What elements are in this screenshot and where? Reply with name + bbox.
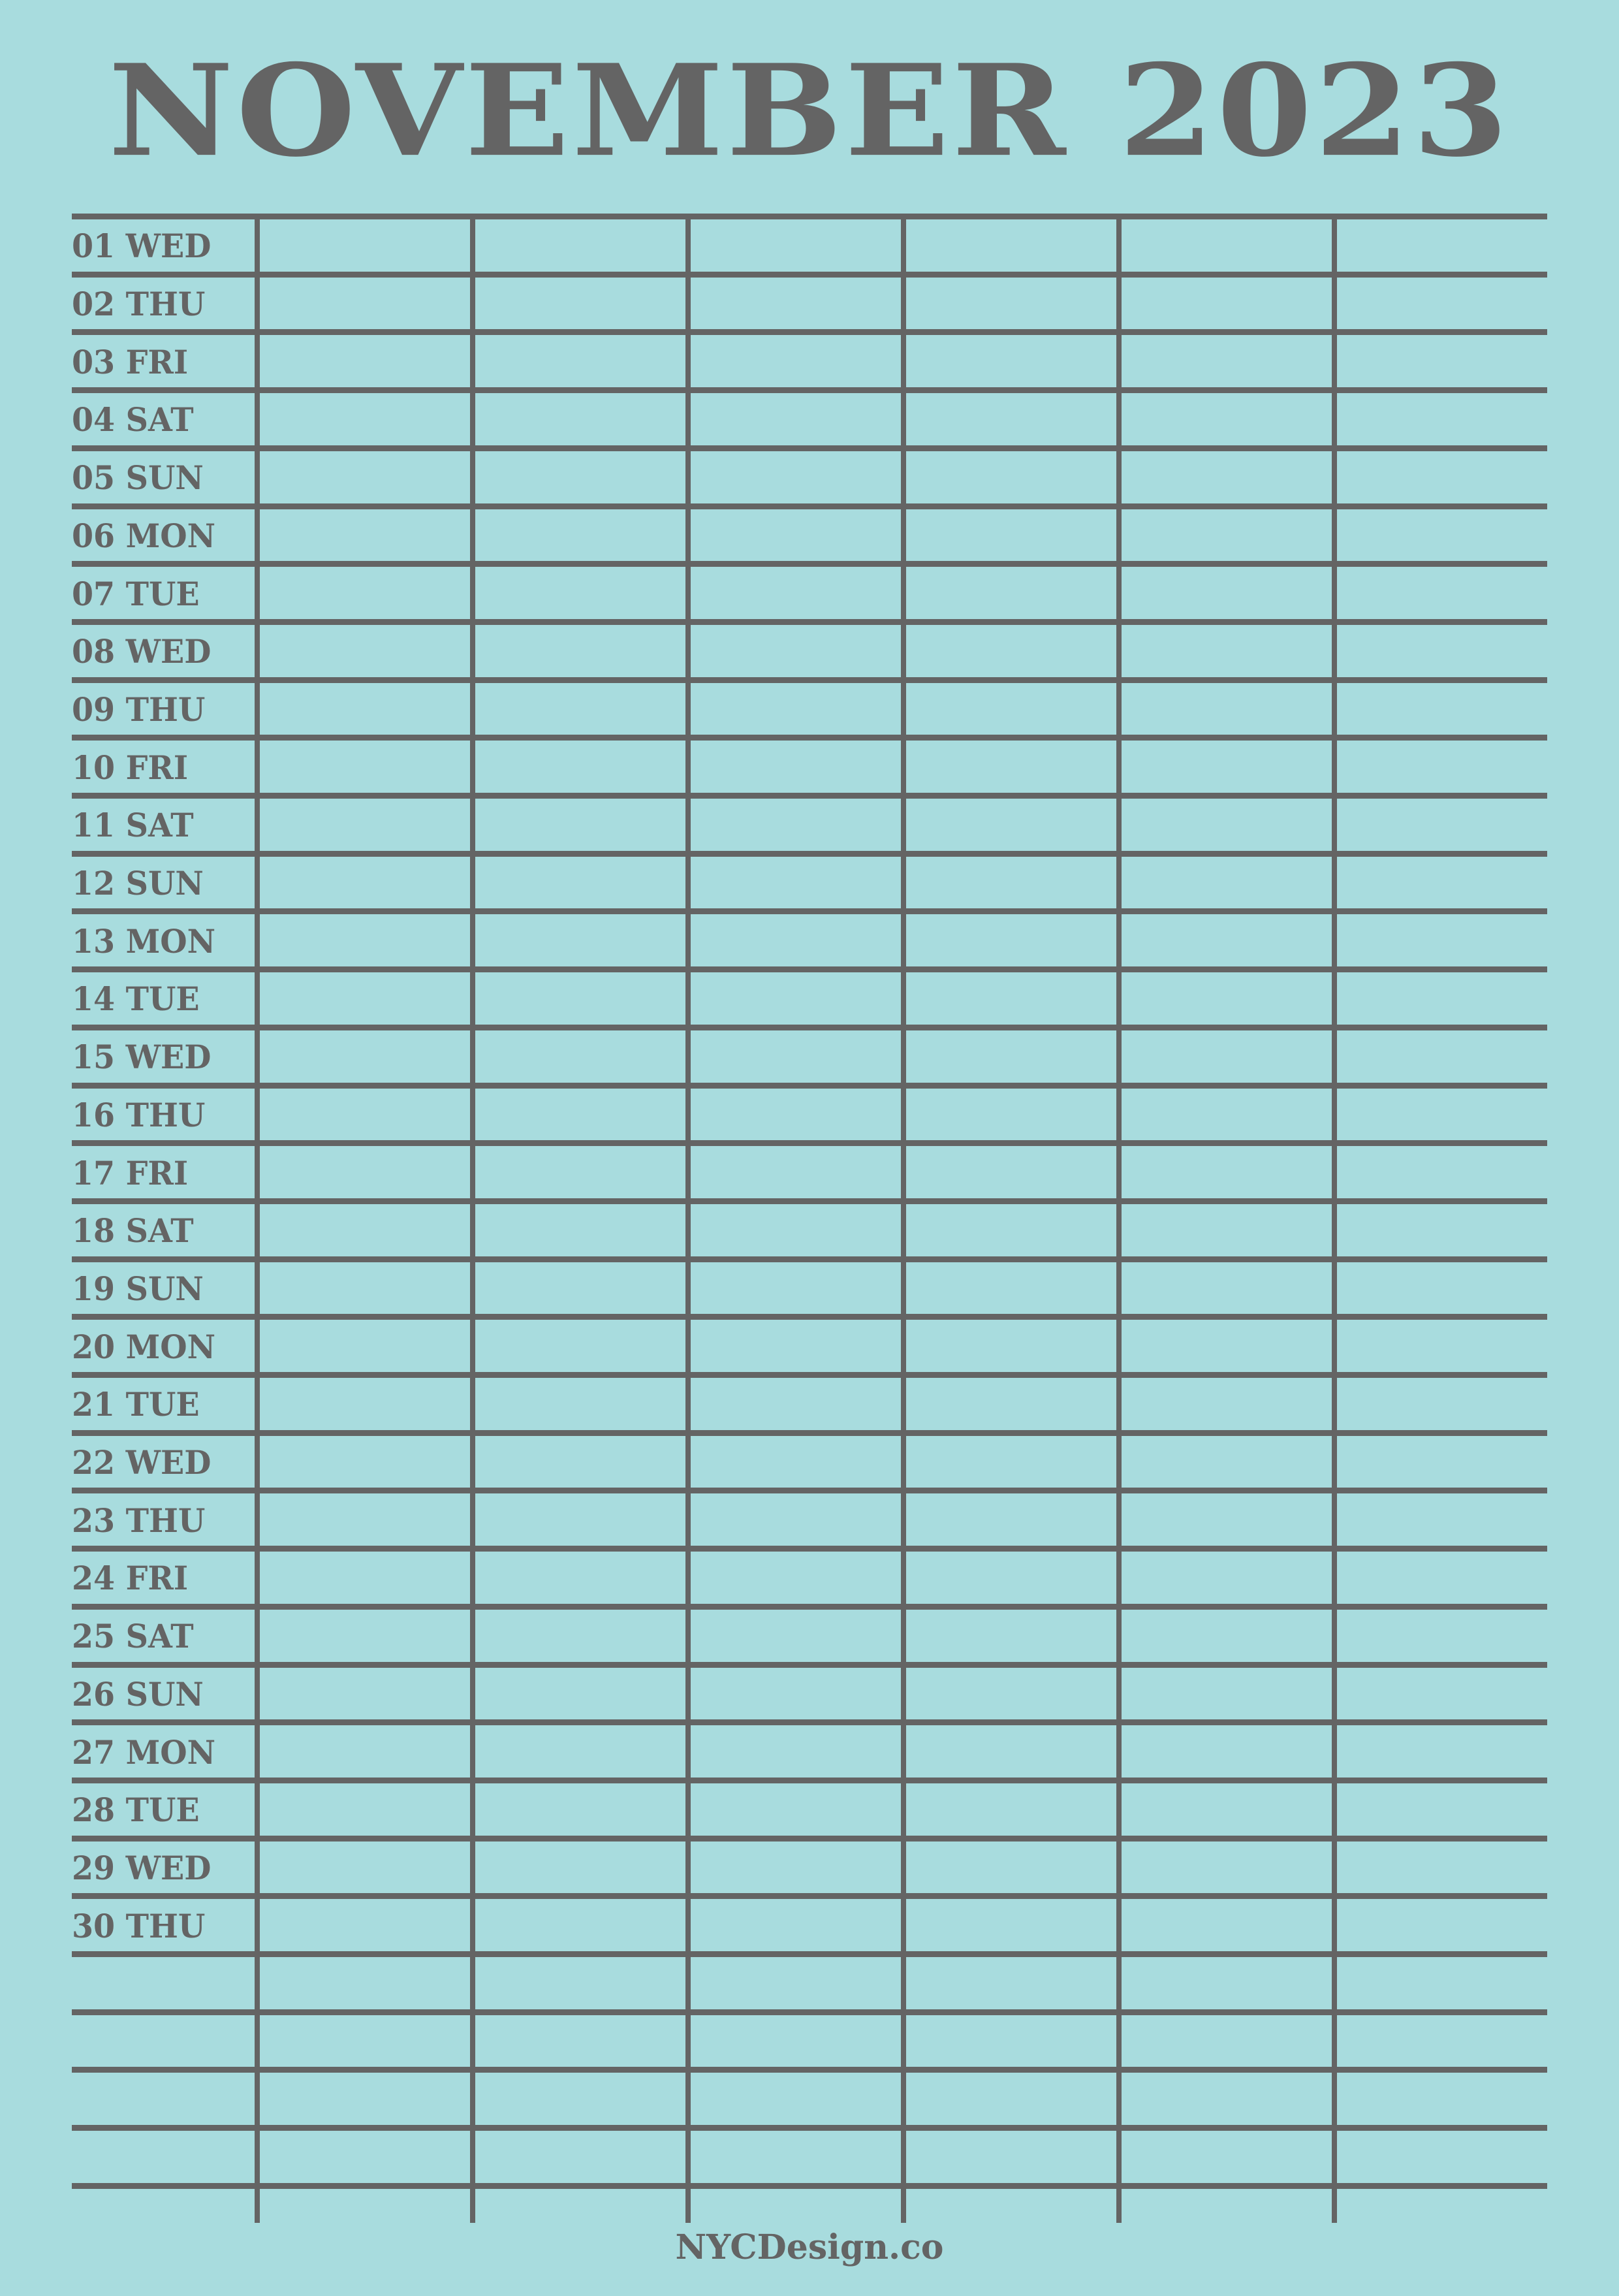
day-label: 12 SUN xyxy=(72,864,204,902)
row-rule xyxy=(72,793,1547,799)
row-rule xyxy=(72,2067,1547,2073)
row-rule xyxy=(72,329,1547,335)
day-label: 04 SAT xyxy=(72,400,194,439)
day-label: 26 SUN xyxy=(72,1675,204,1714)
row-rule xyxy=(72,677,1547,683)
day-label: 30 THU xyxy=(72,1907,206,1945)
row-rule xyxy=(72,966,1547,972)
row-rule xyxy=(72,1662,1547,1668)
row-rule xyxy=(72,1604,1547,1610)
row-rule xyxy=(72,445,1547,451)
day-label: 18 SAT xyxy=(72,1211,194,1250)
row-rule xyxy=(72,1256,1547,1262)
day-label: 22 WED xyxy=(72,1443,212,1482)
row-rule xyxy=(72,1488,1547,1493)
row-rule xyxy=(72,503,1547,509)
day-label: 15 WED xyxy=(72,1038,212,1076)
row-rule xyxy=(72,2125,1547,2131)
row-rule xyxy=(72,1719,1547,1725)
column-divider xyxy=(1116,214,1122,2223)
row-rule xyxy=(72,387,1547,393)
day-label: 25 SAT xyxy=(72,1617,194,1655)
row-rule xyxy=(72,1083,1547,1089)
row-rule xyxy=(72,2009,1547,2015)
row-rule xyxy=(72,1372,1547,1378)
day-label: 21 TUE xyxy=(72,1385,200,1424)
row-rule xyxy=(72,1198,1547,1204)
day-label: 05 SUN xyxy=(72,458,204,497)
day-label: 16 THU xyxy=(72,1096,206,1134)
row-rule xyxy=(72,1546,1547,1552)
day-label: 14 TUE xyxy=(72,980,200,1018)
row-rule xyxy=(72,1893,1547,1899)
day-label: 27 MON xyxy=(72,1733,216,1772)
column-divider xyxy=(255,214,260,2223)
row-rule xyxy=(72,214,1547,219)
row-rule xyxy=(72,1951,1547,1957)
day-label: 11 SAT xyxy=(72,806,194,844)
day-label: 28 TUE xyxy=(72,1791,200,1829)
row-rule xyxy=(72,1025,1547,1030)
day-label: 02 THU xyxy=(72,285,206,323)
column-divider xyxy=(1332,214,1337,2223)
row-rule xyxy=(72,1778,1547,1783)
day-label: 09 THU xyxy=(72,690,206,729)
row-rule xyxy=(72,1140,1547,1146)
row-rule xyxy=(72,851,1547,857)
row-rule xyxy=(72,735,1547,741)
column-divider xyxy=(470,214,475,2223)
day-label: 29 WED xyxy=(72,1849,212,1887)
day-label: 17 FRI xyxy=(72,1154,189,1192)
day-label: 23 THU xyxy=(72,1501,206,1540)
day-label: 20 MON xyxy=(72,1328,216,1366)
day-label: 24 FRI xyxy=(72,1559,189,1597)
day-label: 19 SUN xyxy=(72,1269,204,1308)
row-rule xyxy=(72,1430,1547,1436)
row-rule xyxy=(72,2183,1547,2189)
row-rule xyxy=(72,908,1547,914)
day-label: 06 MON xyxy=(72,517,216,555)
row-rule xyxy=(72,561,1547,567)
day-label: 03 FRI xyxy=(72,343,189,381)
row-rule xyxy=(72,272,1547,278)
day-label: 08 WED xyxy=(72,632,212,671)
row-rule xyxy=(72,1314,1547,1320)
column-divider xyxy=(685,214,691,2223)
footer-credit: NYCDesign.co xyxy=(675,2227,944,2267)
day-label: 10 FRI xyxy=(72,748,189,787)
page-title: NOVEMBER 2023 xyxy=(108,36,1511,185)
day-label: 13 MON xyxy=(72,922,216,961)
day-label: 07 TUE xyxy=(72,575,200,613)
row-rule xyxy=(72,1836,1547,1842)
row-rule xyxy=(72,619,1547,625)
column-divider xyxy=(901,214,906,2223)
day-label: 01 WED xyxy=(72,227,212,265)
